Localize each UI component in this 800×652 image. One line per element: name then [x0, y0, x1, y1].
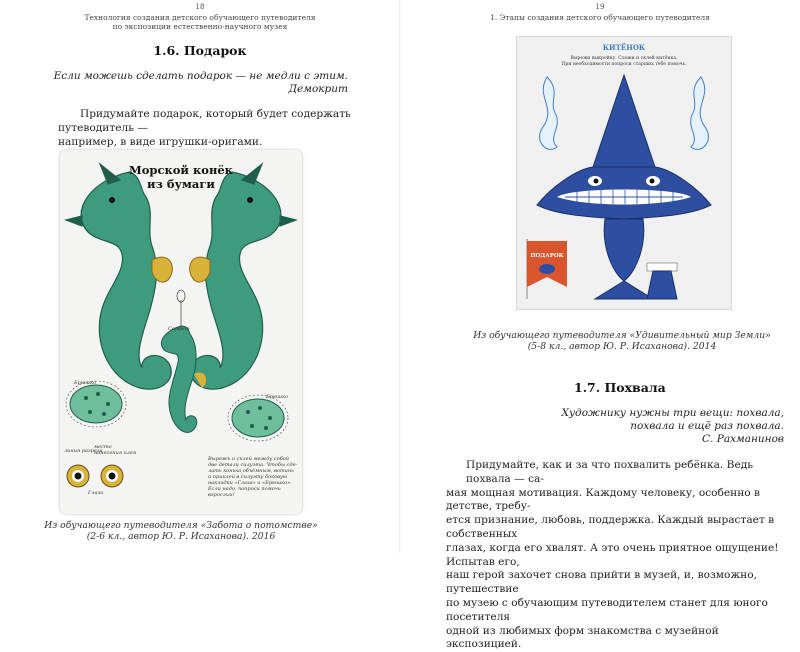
whale-figure-instruction: При необходимости попроси старших тебе помочь.	[561, 62, 687, 67]
figure-title: Морской конёк	[129, 163, 233, 177]
whale-illustration	[517, 37, 731, 309]
paragraph-line: по музею с обучающим путеводителем станет для юного посетителя	[446, 596, 768, 623]
label-cut-line: линия разреза	[64, 448, 103, 454]
label-belly: Брюшко	[266, 394, 289, 400]
epigraph-text: Если можешь сделать подарок — не медли с этим.	[53, 70, 348, 82]
paragraph-line: Придумайте подарок, который будет содержать путеводитель —	[58, 108, 351, 134]
paragraph-line: глазах, когда его хвалят. А это очень приятное ощущение! Испытав его,	[446, 541, 779, 568]
page-number: 19	[595, 3, 605, 11]
seahorse-figure	[60, 150, 302, 514]
paragraph-line: ется признание, любовь, поддержка. Каждый вырастает в собственных	[446, 514, 775, 540]
running-header	[0, 13, 400, 31]
whale-figure-instruction: Вырежи выкройку. Сложи и склей китёнка.	[570, 56, 678, 61]
paragraph-line: одной из любимых форм знакомства с музейной экспозицией.	[446, 624, 719, 651]
instruction-line: и приклей в силуэту боковую	[208, 474, 288, 480]
instruction-line: накладки «Глаза» и «Брюшко».	[208, 480, 292, 486]
flag-label: ПОДАРОК	[530, 253, 564, 259]
section-title: 1.7. Похвала	[574, 380, 666, 395]
label-eyes: Глаза	[88, 490, 104, 496]
caption-line: (5-8 кл., автор Ю. Р. Исаханова). 2014	[527, 341, 717, 352]
paragraph-line: например, в виде игрушки-оригами.	[58, 135, 263, 148]
left-page	[0, 0, 400, 553]
caption-line: (2-6 кл., автор Ю. Р. Исаханова). 2016	[86, 531, 276, 542]
running-header: 1. Этапы создания детского обучающего путеводителя	[490, 13, 710, 22]
section-title: 1.6. Подарок	[153, 43, 247, 58]
epigraph	[18, 70, 348, 96]
instruction-line: лать конька объёмным, вотинь	[208, 468, 294, 474]
label-glue	[94, 444, 144, 456]
instruction-line: Вырежь и склей между собой	[208, 456, 289, 462]
instruction-line: две детали силуэта. Чтобы сде-	[208, 462, 298, 468]
figure-title: из бумаги	[147, 177, 215, 191]
figure-instructions	[208, 456, 300, 498]
whale-figure-title: КИТЁНОК	[602, 43, 646, 52]
epigraph	[484, 407, 784, 446]
label-belly: Брюшко	[74, 380, 97, 386]
label-glue-line: нанесения клея	[94, 450, 137, 456]
label-glue-line: место	[94, 444, 112, 450]
instruction-line: Если надо, попроси помочь	[208, 486, 281, 492]
epigraph-text: похвала и ещё раз похвала.	[630, 420, 784, 432]
caption-line: Из обучающего путеводителя «Удивительный мир Земли»	[473, 330, 771, 341]
paragraph-line: Придумайте, как и за что похвалить ребёнка. Ведь похвала — са-	[466, 459, 753, 485]
paragraph-line: наш герой захочет снова прийти в музей, и, возможно, путешествие	[446, 569, 757, 596]
figure-caption	[40, 520, 322, 542]
eye-parts	[67, 465, 123, 487]
epigraph-text: Художнику нужны три вещи: похвала,	[561, 407, 784, 419]
paragraph	[446, 459, 786, 652]
whale-figure	[516, 36, 732, 310]
figure-caption	[460, 330, 784, 352]
header-line: Технология создания детского обучающего путеводителя	[84, 13, 316, 22]
epigraph-author: С. Рахманинов	[702, 433, 784, 445]
caption-line: Из обучающего путеводителя «Забота о потомстве»	[44, 520, 318, 531]
page-number: 18	[195, 3, 205, 11]
right-page	[400, 0, 800, 651]
paragraph	[58, 108, 378, 149]
paragraph-line: мая мощная мотивация. Каждому человеку, особенно в детстве, требу-	[446, 486, 760, 513]
epigraph-author: Демокрит	[288, 83, 348, 95]
label-loop: Салфет	[168, 326, 190, 332]
header-line: по экспозиции естественно-научного музея	[112, 22, 288, 31]
instruction-line: взрослых!	[208, 492, 235, 498]
